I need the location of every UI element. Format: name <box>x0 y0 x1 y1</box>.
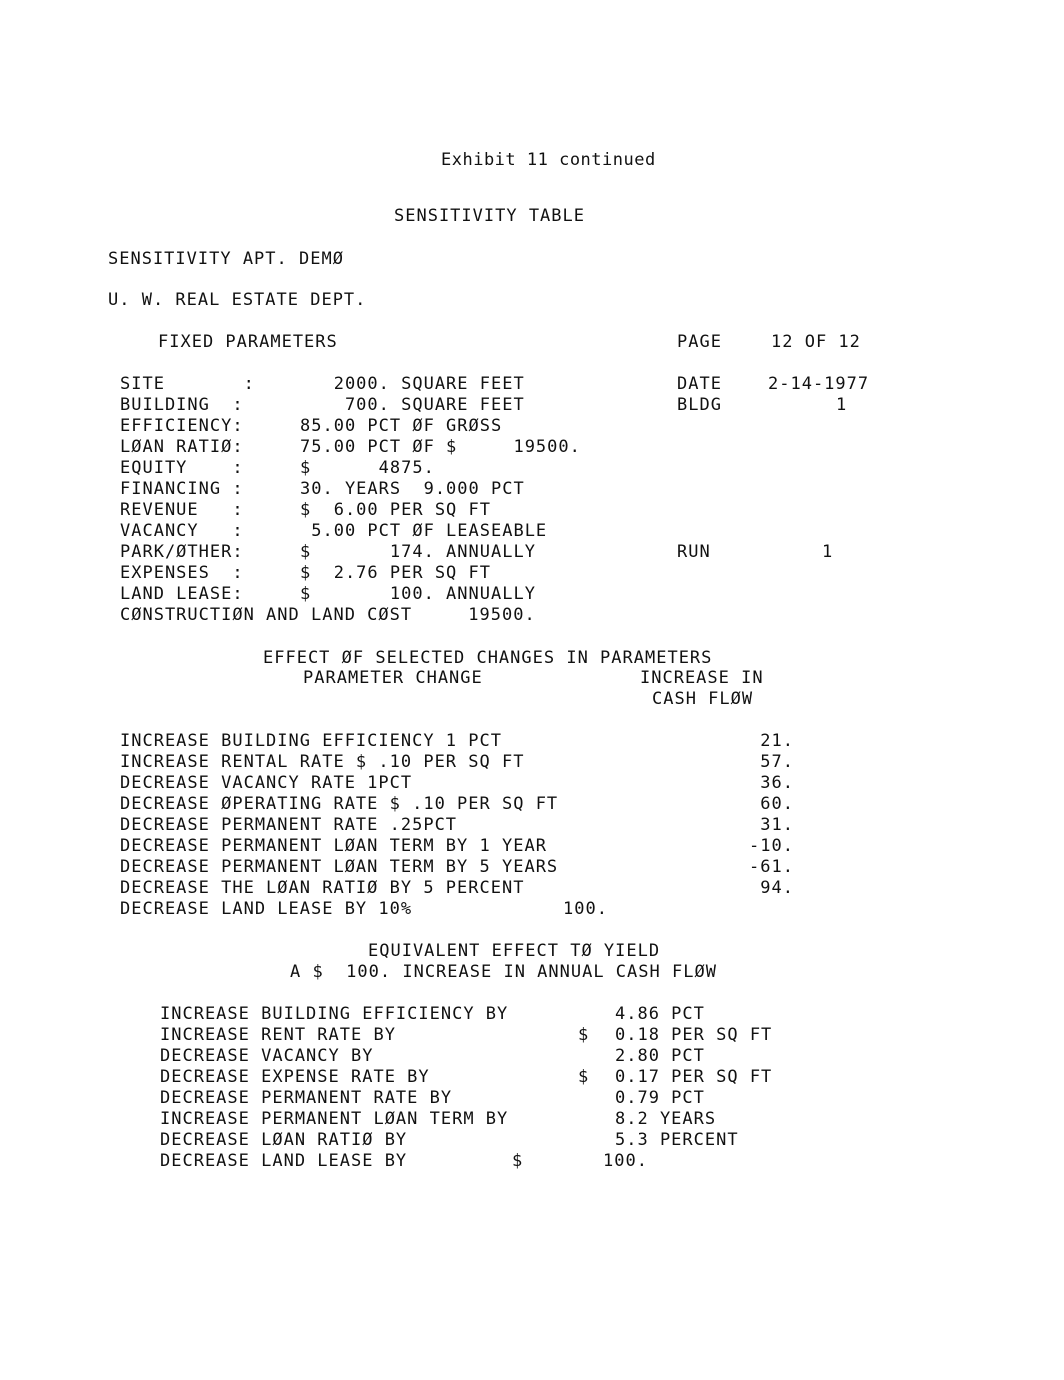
effect-value: -10. <box>749 836 794 856</box>
effect-value: 31. <box>760 815 794 835</box>
equivalent-label: INCREASE RENT RATE BY <box>160 1025 396 1045</box>
bldg-label: BLDG <box>677 395 722 415</box>
effect-value: 94. <box>760 878 794 898</box>
bldg-value: 1 <box>836 395 848 415</box>
param-label-financing: FINANCING : <box>120 479 244 499</box>
run-label: RUN <box>677 542 711 562</box>
effect-label: DECREASE PERMANENT RATE .25PCT <box>120 815 458 835</box>
run-value: 1 <box>822 542 834 562</box>
effect-value: 21. <box>760 731 794 751</box>
param-value-efficiency: 85.00 PCT ØF GRØSS <box>300 416 503 436</box>
equivalent-label: DECREASE VACANCY BY <box>160 1046 374 1066</box>
equivalent-unit: $ <box>578 1067 590 1087</box>
equivalent-value: 0.79 PCT <box>615 1088 705 1108</box>
param-value-equity: $ 4875. <box>300 458 435 478</box>
param-value-vacancy: 5.00 PCT ØF LEASEABLE <box>300 521 548 541</box>
param-label-site: SITE : <box>120 374 255 394</box>
date-value: 2-14-1977 <box>768 374 870 394</box>
equivalent-value: 8.2 YEARS <box>615 1109 717 1129</box>
equivalent-subheading: A $ 100. INCREASE IN ANNUAL CASH FLØW <box>290 962 717 982</box>
param-label-expenses: EXPENSES : <box>120 563 244 583</box>
page-label: PAGE <box>677 332 722 352</box>
table-title: SENSITIVITY TABLE <box>394 206 585 226</box>
date-label: DATE <box>677 374 722 394</box>
param-label-building: BUILDING : <box>120 395 244 415</box>
param-label-vacancy: VACANCY : <box>120 521 244 541</box>
param-value-revenue: $ 6.00 PER SQ FT <box>300 500 491 520</box>
organization: U. W. REAL ESTATE DEPT. <box>108 290 367 310</box>
param-value-park-other: $ 174. ANNUALLY <box>300 542 536 562</box>
effect-label: DECREASE PERMANENT LØAN TERM BY 5 YEARS <box>120 857 559 877</box>
page-value: 12 OF 12 <box>771 332 861 352</box>
effect-label: DECREASE VACANCY RATE 1PCT <box>120 773 413 793</box>
effect-label: DECREASE LAND LEASE BY 10% <box>120 899 413 919</box>
fixed-parameters-heading: FIXED PARAMETERS <box>158 332 338 352</box>
param-value-expenses: $ 2.76 PER SQ FT <box>300 563 491 583</box>
effect-value: 60. <box>760 794 794 814</box>
exhibit-caption: Exhibit 11 continued <box>441 150 656 170</box>
increase-in-header: INCREASE IN <box>640 668 764 688</box>
param-label-efficiency: EFFICIENCY: <box>120 416 244 436</box>
effect-label: DECREASE ØPERATING RATE $ .10 PER SQ FT <box>120 794 559 814</box>
cash-flow-header: CASH FLØW <box>652 689 754 709</box>
param-label-loan-ratio: LØAN RATIØ: <box>120 437 244 457</box>
param-label-equity: EQUITY : <box>120 458 244 478</box>
equivalent-unit: $ <box>578 1025 590 1045</box>
effect-value: 100. <box>563 899 608 919</box>
construction-cost: CØNSTRUCTIØN AND LAND CØST 19500. <box>120 605 536 625</box>
effect-label: DECREASE PERMANENT LØAN TERM BY 1 YEAR <box>120 836 547 856</box>
effect-value: -61. <box>749 857 794 877</box>
param-label-revenue: REVENUE : <box>120 500 244 520</box>
equivalent-value: 4.86 PCT <box>615 1004 705 1024</box>
param-value-building: 700. SQUARE FEET <box>300 395 525 415</box>
equivalent-label: DECREASE EXPENSE RATE BY <box>160 1067 430 1087</box>
equivalent-value: 100. <box>603 1151 648 1171</box>
effect-label: INCREASE RENTAL RATE $ .10 PER SQ FT <box>120 752 525 772</box>
equivalent-heading: EQUIVALENT EFFECT TØ YIELD <box>368 941 661 961</box>
param-label-park-other: PARK/ØTHER: <box>120 542 244 562</box>
param-value-loan-ratio: 75.00 PCT ØF $ 19500. <box>300 437 581 457</box>
equivalent-value: 0.18 PER SQ FT <box>615 1025 773 1045</box>
equivalent-value: 2.80 PCT <box>615 1046 705 1066</box>
param-value-land-lease: $ 100. ANNUALLY <box>300 584 536 604</box>
param-value-financing: 30. YEARS 9.000 PCT <box>300 479 525 499</box>
param-label-land-lease: LAND LEASE: <box>120 584 244 604</box>
equivalent-value: 5.3 PERCENT <box>615 1130 739 1150</box>
equivalent-label: DECREASE PERMANENT RATE BY <box>160 1088 453 1108</box>
equivalent-value: 0.17 PER SQ FT <box>615 1067 773 1087</box>
param-value-site: 2000. SQUARE FEET <box>300 374 525 394</box>
equivalent-unit: $ <box>512 1151 524 1171</box>
equivalent-label: DECREASE LØAN RATIØ BY <box>160 1130 408 1150</box>
parameter-change-header: PARAMETER CHANGE <box>303 668 483 688</box>
equivalent-label: INCREASE BUILDING EFFICIENCY BY <box>160 1004 509 1024</box>
effect-label: DECREASE THE LØAN RATIØ BY 5 PERCENT <box>120 878 525 898</box>
project-name: SENSITIVITY APT. DEMØ <box>108 249 344 269</box>
effect-label: INCREASE BUILDING EFFICIENCY 1 PCT <box>120 731 502 751</box>
equivalent-label: INCREASE PERMANENT LØAN TERM BY <box>160 1109 509 1129</box>
effect-value: 57. <box>760 752 794 772</box>
effects-heading: EFFECT ØF SELECTED CHANGES IN PARAMETERS <box>263 648 713 668</box>
effect-value: 36. <box>760 773 794 793</box>
equivalent-label: DECREASE LAND LEASE BY <box>160 1151 408 1171</box>
